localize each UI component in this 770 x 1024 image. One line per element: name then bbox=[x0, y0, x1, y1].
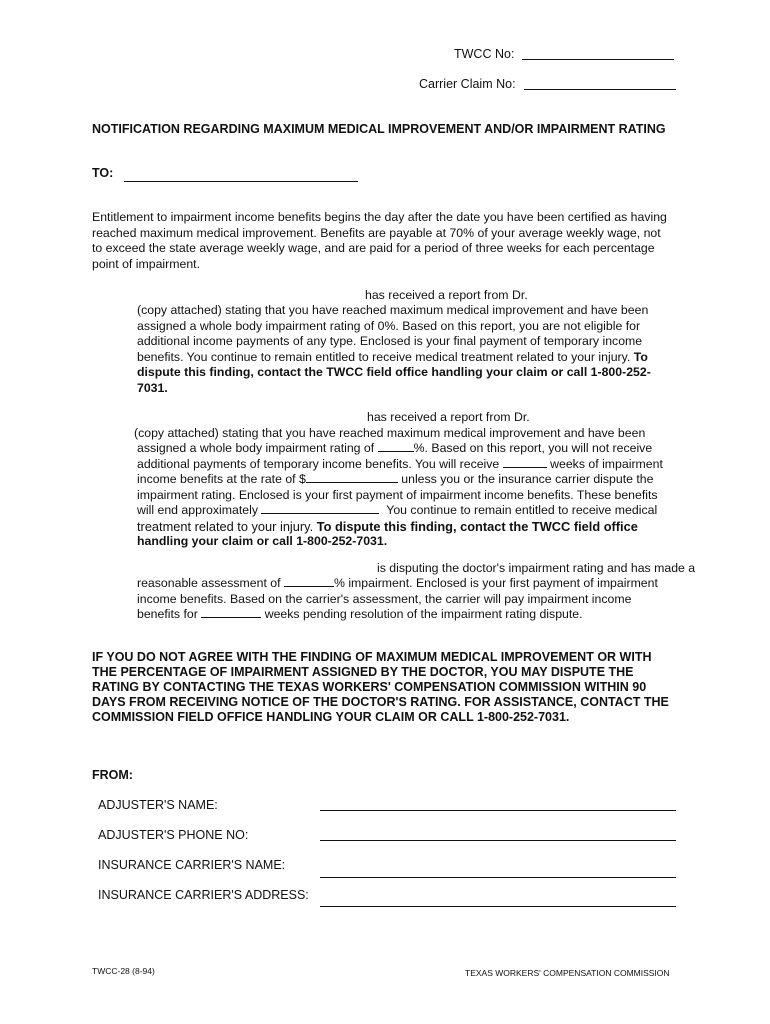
option1-first-line: has received a report from Dr. bbox=[365, 288, 528, 302]
option3-line: reasonable assessment of % impairment. Enclosed is your first payment of impairment bbox=[137, 576, 658, 590]
carrier-claim-no-field bbox=[419, 77, 516, 91]
intro-line: reached maximum medical improvement. Benefits are payable at 70% of your average weekly wage, not bbox=[92, 225, 661, 240]
intro-paragraph bbox=[92, 210, 667, 272]
option3-line: income benefits. Based on the carrier's assessment, the carrier will pay impairment income bbox=[137, 591, 632, 606]
agency-name: TEXAS WORKERS' COMPENSATION COMMISSION bbox=[465, 968, 670, 978]
carrier-address-input[interactable] bbox=[320, 906, 676, 907]
option2-line: handling your claim or call 1-800-252-7031. bbox=[137, 534, 388, 548]
adjuster-phone-label: ADJUSTER'S PHONE NO: bbox=[98, 828, 249, 842]
notice-line: DAYS FROM RECEIVING NOTICE OF THE DOCTOR'S RATING. FOR ASSISTANCE, CONTACT THE bbox=[92, 695, 669, 709]
option2-paragraph bbox=[137, 441, 663, 550]
weeks-pending-input[interactable] bbox=[201, 617, 261, 618]
rate-input[interactable] bbox=[306, 482, 398, 483]
intro-line: point of impairment. bbox=[92, 256, 200, 271]
option2-line: will end approximately You continue to remain entitled to receive medical bbox=[137, 503, 658, 517]
dispute-notice bbox=[92, 650, 669, 725]
adjuster-phone-input[interactable] bbox=[320, 840, 676, 841]
carrier-name-input[interactable] bbox=[320, 877, 676, 878]
option2-line: additional payments of temporary income benefits. You will receive weeks of impairment bbox=[137, 456, 663, 471]
carrier-claim-no-label: Carrier Claim No: bbox=[419, 77, 516, 91]
notice-line: RATING BY CONTACTING THE TEXAS WORKERS' COMPENSATION COMMISSION WITHIN 90 bbox=[92, 680, 647, 694]
adjuster-name-label: ADJUSTER'S NAME: bbox=[98, 798, 218, 812]
end-date-input[interactable] bbox=[261, 513, 379, 514]
option2-line: treatment related to your injury. To dispute this finding, contact the TWCC field office bbox=[137, 518, 638, 534]
carrier-name-label: INSURANCE CARRIER'S NAME: bbox=[98, 858, 286, 872]
option2-line: impairment rating. Enclosed is your first payment of impairment income benefits. These benefits bbox=[137, 487, 658, 502]
twcc-no-input[interactable] bbox=[522, 59, 674, 60]
adjuster-name-input[interactable] bbox=[320, 810, 676, 811]
option3-paragraph bbox=[137, 576, 658, 623]
option2-line: assigned a whole body impairment rating of %. Based on this report, you will not receive bbox=[137, 441, 653, 455]
option2-line: income benefits at the rate of $ unless you or the insurance carrier dispute the bbox=[137, 472, 654, 486]
option1-line: assigned a whole body impairment rating of 0%. Based on this report, you are not eligible for bbox=[137, 318, 641, 333]
option2-line: (copy attached) stating that you have reached maximum medical improvement and have been bbox=[134, 426, 646, 440]
page-title: NOTIFICATION REGARDING MAXIMUM MEDICAL IMPROVEMENT AND/OR IMPAIRMENT RATING bbox=[92, 122, 666, 136]
twcc-no-field bbox=[454, 47, 514, 61]
notice-line: THE PERCENTAGE OF IMPAIRMENT ASSIGNED BY THE DOCTOR, YOU MAY DISPUTE THE bbox=[92, 665, 634, 679]
twcc-no-label: TWCC No: bbox=[454, 47, 515, 61]
option1-line: 7031. bbox=[137, 380, 168, 395]
impairment-rating-input[interactable] bbox=[378, 451, 414, 452]
option1-line: dispute this finding, contact the TWCC field office handling your claim or call 1-800-252- bbox=[137, 365, 651, 379]
option2-first-line: has received a report from Dr. bbox=[367, 410, 530, 424]
intro-line: Entitlement to impairment income benefits begins the day after the date you have been certified as having bbox=[92, 210, 667, 224]
form-id: TWCC-28 (8-94) bbox=[92, 966, 155, 976]
from-label: FROM: bbox=[92, 768, 133, 782]
notice-line: COMMISSION FIELD OFFICE HANDLING YOUR CLAIM OR CALL 1-800-252-7031. bbox=[92, 710, 570, 724]
to-label: TO: bbox=[92, 166, 114, 180]
intro-line: to exceed the state average weekly wage, and are paid for a period of three weeks for each percentage bbox=[92, 241, 655, 255]
option1-line: (copy attached) stating that you have reached maximum medical improvement and have been bbox=[137, 303, 649, 317]
option3-first-line: is disputing the doctor's impairment rating and has made a bbox=[377, 561, 696, 575]
option1-line: benefits. You continue to remain entitled to receive medical treatment related to your injury. To bbox=[137, 349, 648, 364]
option1-line: additional income payments of any type. Enclosed is your final payment of temporary income bbox=[137, 334, 643, 348]
weeks-input[interactable] bbox=[503, 467, 547, 468]
assessment-input[interactable] bbox=[284, 586, 334, 587]
carrier-claim-no-input[interactable] bbox=[524, 89, 676, 90]
notice-line: IF YOU DO NOT AGREE WITH THE FINDING OF MAXIMUM MEDICAL IMPROVEMENT OR WITH bbox=[92, 650, 652, 664]
option3-line: benefits for weeks pending resolution of the impairment rating dispute. bbox=[137, 607, 583, 621]
option1-paragraph bbox=[137, 303, 651, 396]
carrier-address-label: INSURANCE CARRIER'S ADDRESS: bbox=[98, 888, 309, 902]
to-input[interactable] bbox=[124, 181, 358, 182]
